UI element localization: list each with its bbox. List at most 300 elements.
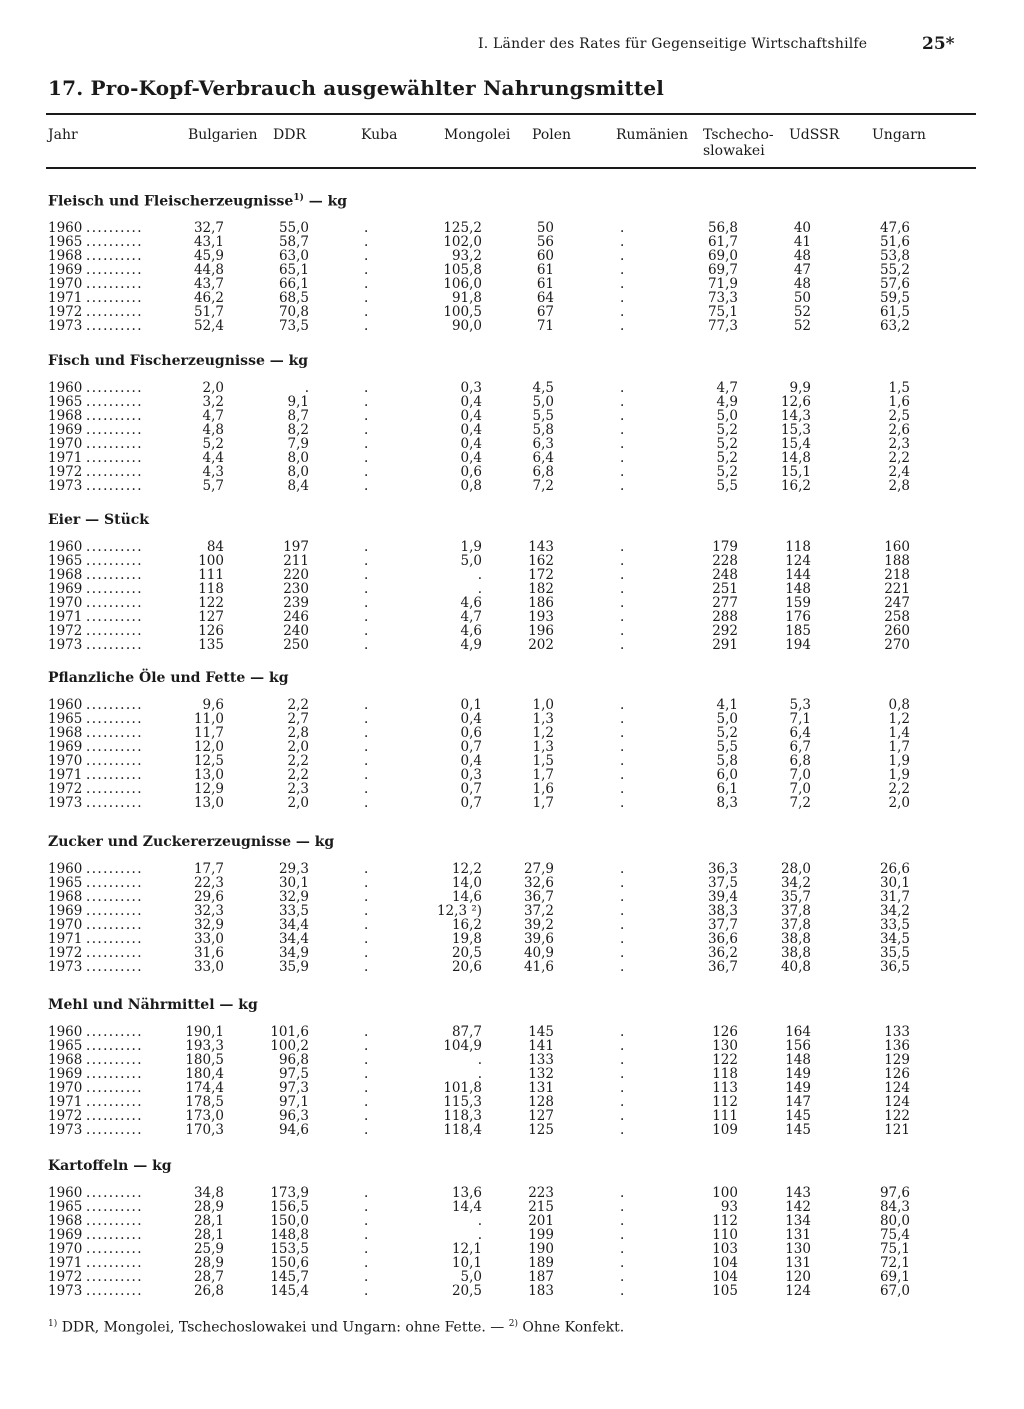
table-row	[0, 305, 1024, 319]
year-cell: 1969	[48, 581, 83, 597]
cell-rumaenien: .	[620, 248, 625, 264]
cell-bulgarien: 4,8	[202, 422, 224, 438]
table-row	[0, 796, 1024, 810]
cell-udssr: 38,8	[780, 945, 811, 961]
cell-ddr: 68,5	[278, 290, 309, 306]
cell-bulgarien: 46,2	[193, 290, 224, 306]
footnotes	[48, 1319, 624, 1336]
cell-ungarn: 31,7	[879, 889, 910, 905]
cell-ddr: 66,1	[278, 276, 309, 292]
cell-mongolei: 0,4	[460, 422, 482, 438]
section-unit: — kg	[264, 353, 309, 369]
cell-udssr: 149	[785, 1080, 811, 1096]
cell-rumaenien: .	[620, 1269, 625, 1285]
cell-mongolei: 19,8	[451, 931, 482, 947]
cell-ddr: 145,4	[270, 1283, 309, 1299]
cell-ddr: 239	[283, 595, 309, 611]
cell-bulgarien: 32,3	[193, 903, 224, 919]
cell-ddr: 230	[283, 581, 309, 597]
cell-tschechoslowakei: 37,7	[707, 917, 738, 933]
cell-bulgarien: 178,5	[185, 1094, 224, 1110]
cell-mongolei: 16,2	[451, 917, 482, 933]
table-row	[0, 540, 1024, 554]
cell-ddr: 8,0	[287, 464, 309, 480]
leader-dots: ..........	[86, 464, 143, 480]
year-cell: 1973	[48, 637, 83, 653]
cell-udssr: 40	[793, 220, 811, 236]
cell-ungarn: 136	[884, 1038, 910, 1054]
year-cell: 1971	[48, 609, 83, 625]
cell-rumaenien: .	[620, 581, 625, 597]
cell-tschechoslowakei: 5,2	[716, 450, 738, 466]
cell-tschechoslowakei: 292	[712, 623, 738, 639]
cell-ungarn: 72,1	[879, 1255, 910, 1271]
cell-udssr: 41	[793, 234, 811, 250]
cell-kuba: .	[364, 889, 369, 905]
leader-dots: ..........	[86, 959, 143, 975]
cell-ungarn: 1,9	[888, 767, 910, 783]
cell-polen: 189	[528, 1255, 554, 1271]
leader-dots: ..........	[86, 581, 143, 597]
cell-rumaenien: .	[620, 595, 625, 611]
cell-udssr: 14,8	[780, 450, 811, 466]
cell-mongolei: 101,8	[443, 1080, 482, 1096]
cell-tschechoslowakei: 75,1	[707, 304, 738, 320]
cell-rumaenien: .	[620, 637, 625, 653]
leader-dots: ..........	[86, 1213, 143, 1229]
cell-kuba: .	[364, 739, 369, 755]
cell-bulgarien: 28,9	[193, 1255, 224, 1271]
cell-ddr: 58,7	[278, 234, 309, 250]
leader-dots: ..........	[86, 220, 143, 236]
table-row	[0, 319, 1024, 333]
cell-ungarn: 47,6	[879, 220, 910, 236]
leader-dots: ..........	[86, 795, 143, 811]
cell-ddr: 29,3	[278, 861, 309, 877]
cell-bulgarien: 190,1	[185, 1024, 224, 1040]
cell-tschechoslowakei: 61,7	[707, 234, 738, 250]
cell-mongolei: 12,2	[451, 861, 482, 877]
cell-polen: 61	[536, 262, 554, 278]
cell-tschechoslowakei: 100	[712, 1185, 738, 1201]
cell-tschechoslowakei: 110	[712, 1227, 738, 1243]
cell-udssr: 14,3	[780, 408, 811, 424]
cell-rumaenien: .	[620, 1199, 625, 1215]
cell-ungarn: 1,9	[888, 753, 910, 769]
table-row	[0, 712, 1024, 726]
year-cell: 1968	[48, 408, 83, 424]
cell-rumaenien: .	[620, 1185, 625, 1201]
cell-ungarn: 2,6	[888, 422, 910, 438]
leader-dots: ..........	[86, 875, 143, 891]
section-title	[48, 512, 149, 528]
cell-tschechoslowakei: 4,7	[716, 380, 738, 396]
cell-rumaenien: .	[620, 1038, 625, 1054]
cell-tschechoslowakei: 5,5	[716, 739, 738, 755]
cell-kuba: .	[364, 1094, 369, 1110]
cell-polen: 131	[528, 1080, 554, 1096]
cell-ungarn: 1,2	[888, 711, 910, 727]
cell-kuba: .	[364, 1108, 369, 1124]
leader-dots: ..........	[86, 422, 143, 438]
cell-polen: 6,8	[532, 464, 554, 480]
cell-bulgarien: 9,6	[202, 697, 224, 713]
cell-udssr: 15,3	[780, 422, 811, 438]
cell-mongolei: 20,5	[451, 1283, 482, 1299]
leader-dots: ..........	[86, 609, 143, 625]
cell-kuba: .	[364, 1283, 369, 1299]
cell-kuba: .	[364, 1185, 369, 1201]
cell-ungarn: 69,1	[879, 1269, 910, 1285]
cell-tschechoslowakei: 288	[712, 609, 738, 625]
cell-udssr: 159	[785, 595, 811, 611]
cell-ungarn: 188	[884, 553, 910, 569]
cell-tschechoslowakei: 5,2	[716, 436, 738, 452]
cell-udssr: 118	[785, 539, 811, 555]
cell-tschechoslowakei: 5,0	[716, 408, 738, 424]
cell-mongolei: 90,0	[451, 318, 482, 334]
cell-rumaenien: .	[620, 945, 625, 961]
table-row	[0, 624, 1024, 638]
year-cell: 1973	[48, 318, 83, 334]
cell-bulgarien: 12,9	[193, 781, 224, 797]
cell-bulgarien: 111	[198, 567, 224, 583]
cell-tschechoslowakei: 38,3	[707, 903, 738, 919]
cell-tschechoslowakei: 179	[712, 539, 738, 555]
table-row	[0, 740, 1024, 754]
cell-rumaenien: .	[620, 697, 625, 713]
year-cell: 1971	[48, 450, 83, 466]
cell-ungarn: 75,4	[879, 1227, 910, 1243]
cell-polen: 133	[528, 1052, 554, 1068]
cell-mongolei: 118,3	[443, 1108, 482, 1124]
cell-kuba: .	[364, 436, 369, 452]
cell-tschechoslowakei: 69,0	[707, 248, 738, 264]
cell-mongolei: 106,0	[443, 276, 482, 292]
cell-tschechoslowakei: 109	[712, 1122, 738, 1138]
leader-dots: ..........	[86, 478, 143, 494]
year-cell: 1972	[48, 1108, 83, 1124]
year-cell: 1973	[48, 1122, 83, 1138]
cell-mongolei: .	[477, 1227, 482, 1243]
cell-bulgarien: 127	[198, 609, 224, 625]
cell-ungarn: 30,1	[879, 875, 910, 891]
leader-dots: ..........	[86, 1094, 143, 1110]
table-row	[0, 726, 1024, 740]
cell-ungarn: 59,5	[879, 290, 910, 306]
cell-udssr: 15,4	[780, 436, 811, 452]
cell-ddr: 65,1	[278, 262, 309, 278]
table-row	[0, 876, 1024, 890]
year-cell: 1965	[48, 875, 83, 891]
cell-kuba: .	[364, 1066, 369, 1082]
cell-rumaenien: .	[620, 394, 625, 410]
cell-ungarn: 97,6	[879, 1185, 910, 1201]
cell-tschechoslowakei: 37,5	[707, 875, 738, 891]
year-cell: 1969	[48, 1227, 83, 1243]
year-cell: 1965	[48, 1199, 83, 1215]
cell-rumaenien: .	[620, 478, 625, 494]
table-row	[0, 291, 1024, 305]
cell-polen: 1,6	[532, 781, 554, 797]
section-title-text: Eier — Stück	[48, 512, 150, 528]
cell-tschechoslowakei: 5,2	[716, 464, 738, 480]
leader-dots: ..........	[86, 781, 143, 797]
cell-rumaenien: .	[620, 422, 625, 438]
cell-tschechoslowakei: 104	[712, 1255, 738, 1271]
cell-bulgarien: 122	[198, 595, 224, 611]
cell-bulgarien: 51,7	[193, 304, 224, 320]
cell-rumaenien: .	[620, 725, 625, 741]
cell-mongolei: 125,2	[443, 220, 482, 236]
cell-udssr: 185	[785, 623, 811, 639]
cell-ddr: 2,2	[287, 697, 309, 713]
cell-mongolei: 0,4	[460, 408, 482, 424]
cell-bulgarien: 44,8	[193, 262, 224, 278]
section-title-text: Mehl und Nährmittel	[48, 997, 215, 1013]
cell-kuba: .	[364, 795, 369, 811]
cell-udssr: 40,8	[780, 959, 811, 975]
cell-rumaenien: .	[620, 304, 625, 320]
cell-polen: 61	[536, 276, 554, 292]
cell-ddr: 250	[283, 637, 309, 653]
cell-bulgarien: 32,7	[193, 220, 224, 236]
cell-mongolei: 4,9	[460, 637, 482, 653]
leader-dots: ..........	[86, 1199, 143, 1215]
cell-kuba: .	[364, 1241, 369, 1257]
cell-polen: 5,5	[532, 408, 554, 424]
year-cell: 1965	[48, 1038, 83, 1054]
cell-kuba: .	[364, 711, 369, 727]
cell-tschechoslowakei: 113	[712, 1080, 738, 1096]
leader-dots: ..........	[86, 767, 143, 783]
cell-bulgarien: 43,1	[193, 234, 224, 250]
cell-kuba: .	[364, 553, 369, 569]
column-header-udssr: UdSSR	[789, 127, 840, 143]
cell-ungarn: 1,7	[888, 739, 910, 755]
cell-tschechoslowakei: 4,9	[716, 394, 738, 410]
cell-udssr: 131	[785, 1255, 811, 1271]
table-row	[0, 1256, 1024, 1270]
cell-ddr: 240	[283, 623, 309, 639]
leader-dots: ..........	[86, 945, 143, 961]
cell-ungarn: 57,6	[879, 276, 910, 292]
cell-kuba: .	[364, 1199, 369, 1215]
cell-bulgarien: 13,0	[193, 795, 224, 811]
cell-udssr: 156	[785, 1038, 811, 1054]
cell-ddr: 33,5	[278, 903, 309, 919]
cell-rumaenien: .	[620, 1227, 625, 1243]
year-cell: 1960	[48, 697, 83, 713]
cell-tschechoslowakei: 126	[712, 1024, 738, 1040]
cell-ddr: 220	[283, 567, 309, 583]
cell-udssr: 28,0	[780, 861, 811, 877]
cell-mongolei: 0,3	[460, 767, 482, 783]
cell-ddr: 246	[283, 609, 309, 625]
year-cell: 1973	[48, 795, 83, 811]
leader-dots: ..........	[86, 1227, 143, 1243]
cell-tschechoslowakei: 277	[712, 595, 738, 611]
cell-polen: 27,9	[523, 861, 554, 877]
year-cell: 1968	[48, 248, 83, 264]
cell-bulgarien: 135	[198, 637, 224, 653]
cell-kuba: .	[364, 1024, 369, 1040]
cell-tschechoslowakei: 36,2	[707, 945, 738, 961]
cell-udssr: 37,8	[780, 903, 811, 919]
cell-ddr: 2,2	[287, 753, 309, 769]
cell-udssr: 6,4	[789, 725, 811, 741]
leader-dots: ..........	[86, 889, 143, 905]
cell-mongolei: 0,6	[460, 464, 482, 480]
cell-ddr: 2,2	[287, 767, 309, 783]
cell-kuba: .	[364, 248, 369, 264]
year-cell: 1960	[48, 220, 83, 236]
leader-dots: ..........	[86, 1038, 143, 1054]
cell-ungarn: 55,2	[879, 262, 910, 278]
cell-rumaenien: .	[620, 609, 625, 625]
cell-rumaenien: .	[620, 917, 625, 933]
leader-dots: ..........	[86, 623, 143, 639]
cell-kuba: .	[364, 1227, 369, 1243]
cell-bulgarien: 33,0	[193, 931, 224, 947]
cell-bulgarien: 28,1	[193, 1227, 224, 1243]
cell-mongolei: 10,1	[451, 1255, 482, 1271]
cell-ddr: 63,0	[278, 248, 309, 264]
cell-polen: 4,5	[532, 380, 554, 396]
cell-tschechoslowakei: 228	[712, 553, 738, 569]
table-row	[0, 381, 1024, 395]
cell-bulgarien: 100	[198, 553, 224, 569]
cell-kuba: .	[364, 464, 369, 480]
cell-tschechoslowakei: 39,4	[707, 889, 738, 905]
year-cell: 1968	[48, 725, 83, 741]
cell-bulgarien: 11,7	[193, 725, 224, 741]
cell-bulgarien: 170,3	[185, 1122, 224, 1138]
cell-polen: 143	[528, 539, 554, 555]
cell-ddr: 34,4	[278, 917, 309, 933]
cell-bulgarien: 25,9	[193, 1241, 224, 1257]
table-row	[0, 596, 1024, 610]
cell-mongolei: 12,1	[451, 1241, 482, 1257]
cell-mongolei: 20,5	[451, 945, 482, 961]
cell-ungarn: 75,1	[879, 1241, 910, 1257]
cell-rumaenien: .	[620, 1122, 625, 1138]
cell-polen: 145	[528, 1024, 554, 1040]
table-row	[0, 451, 1024, 465]
leader-dots: ..........	[86, 318, 143, 334]
year-cell: 1965	[48, 711, 83, 727]
cell-ungarn: 34,5	[879, 931, 910, 947]
year-cell: 1971	[48, 1255, 83, 1271]
cell-rumaenien: .	[620, 711, 625, 727]
cell-bulgarien: 45,9	[193, 248, 224, 264]
cell-tschechoslowakei: 6,1	[716, 781, 738, 797]
cell-ddr: 96,3	[278, 1108, 309, 1124]
section-title	[48, 834, 334, 850]
cell-ddr: 70,8	[278, 304, 309, 320]
cell-mongolei: 102,0	[443, 234, 482, 250]
cell-mongolei: 20,6	[451, 959, 482, 975]
cell-kuba: .	[364, 917, 369, 933]
cell-ungarn: 122	[884, 1108, 910, 1124]
year-cell: 1971	[48, 1094, 83, 1110]
cell-kuba: .	[364, 1080, 369, 1096]
table-row	[0, 1242, 1024, 1256]
leader-dots: ..........	[86, 861, 143, 877]
column-header-rumaenien: Rumänien	[616, 127, 688, 143]
section-unit: — kg	[290, 834, 335, 850]
leader-dots: ..........	[86, 276, 143, 292]
cell-udssr: 7,2	[789, 795, 811, 811]
cell-ddr: 97,1	[278, 1094, 309, 1110]
cell-kuba: .	[364, 1122, 369, 1138]
running-head: I. Länder des Rates für Gegenseitige Wirtschaftshilfe	[478, 36, 868, 52]
cell-rumaenien: .	[620, 220, 625, 236]
cell-kuba: .	[364, 609, 369, 625]
cell-ddr: 2,7	[287, 711, 309, 727]
cell-polen: 202	[528, 637, 554, 653]
cell-ungarn: 2,0	[888, 795, 910, 811]
cell-polen: 125	[528, 1122, 554, 1138]
leader-dots: ..........	[86, 1185, 143, 1201]
section-unit: — kg	[245, 670, 289, 686]
cell-ungarn: 124	[884, 1094, 910, 1110]
cell-kuba: .	[364, 394, 369, 410]
cell-ddr: 55,0	[278, 220, 309, 236]
cell-rumaenien: .	[620, 539, 625, 555]
cell-tschechoslowakei: 71,9	[707, 276, 738, 292]
cell-rumaenien: .	[620, 1024, 625, 1040]
cell-udssr: 131	[785, 1227, 811, 1243]
leader-dots: ..........	[86, 408, 143, 424]
cell-tschechoslowakei: 36,3	[707, 861, 738, 877]
year-cell: 1969	[48, 1066, 83, 1082]
cell-ungarn: 218	[884, 567, 910, 583]
cell-kuba: .	[364, 380, 369, 396]
table-row	[0, 437, 1024, 451]
cell-mongolei: 5,0	[460, 1269, 482, 1285]
cell-rumaenien: .	[620, 318, 625, 334]
column-header-jahr: Jahr	[48, 127, 78, 143]
cell-bulgarien: 4,3	[202, 464, 224, 480]
cell-udssr: 148	[785, 1052, 811, 1068]
cell-rumaenien: .	[620, 1108, 625, 1124]
cell-ungarn: 2,4	[888, 464, 910, 480]
cell-polen: 187	[528, 1269, 554, 1285]
cell-kuba: .	[364, 861, 369, 877]
cell-udssr: 194	[785, 637, 811, 653]
leader-dots: ..........	[86, 1066, 143, 1082]
cell-tschechoslowakei: 56,8	[707, 220, 738, 236]
cell-bulgarien: 173,0	[185, 1108, 224, 1124]
footnote-2-mark: 2)	[508, 1319, 518, 1329]
year-cell: 1970	[48, 276, 83, 292]
cell-mongolei: 0,4	[460, 753, 482, 769]
cell-udssr: 130	[785, 1241, 811, 1257]
cell-kuba: .	[364, 725, 369, 741]
leader-dots: ..........	[86, 595, 143, 611]
cell-ungarn: 51,6	[879, 234, 910, 250]
cell-kuba: .	[364, 1052, 369, 1068]
footnote-1-text: DDR, Mongolei, Tschechoslowakei und Ungarn: ohne Fette. —	[57, 1319, 509, 1336]
cell-tschechoslowakei: 112	[712, 1094, 738, 1110]
cell-ungarn: 84,3	[879, 1199, 910, 1215]
cell-polen: 1,0	[532, 697, 554, 713]
cell-rumaenien: .	[620, 1052, 625, 1068]
cell-polen: 6,4	[532, 450, 554, 466]
cell-bulgarien: 22,3	[193, 875, 224, 891]
year-cell: 1971	[48, 767, 83, 783]
